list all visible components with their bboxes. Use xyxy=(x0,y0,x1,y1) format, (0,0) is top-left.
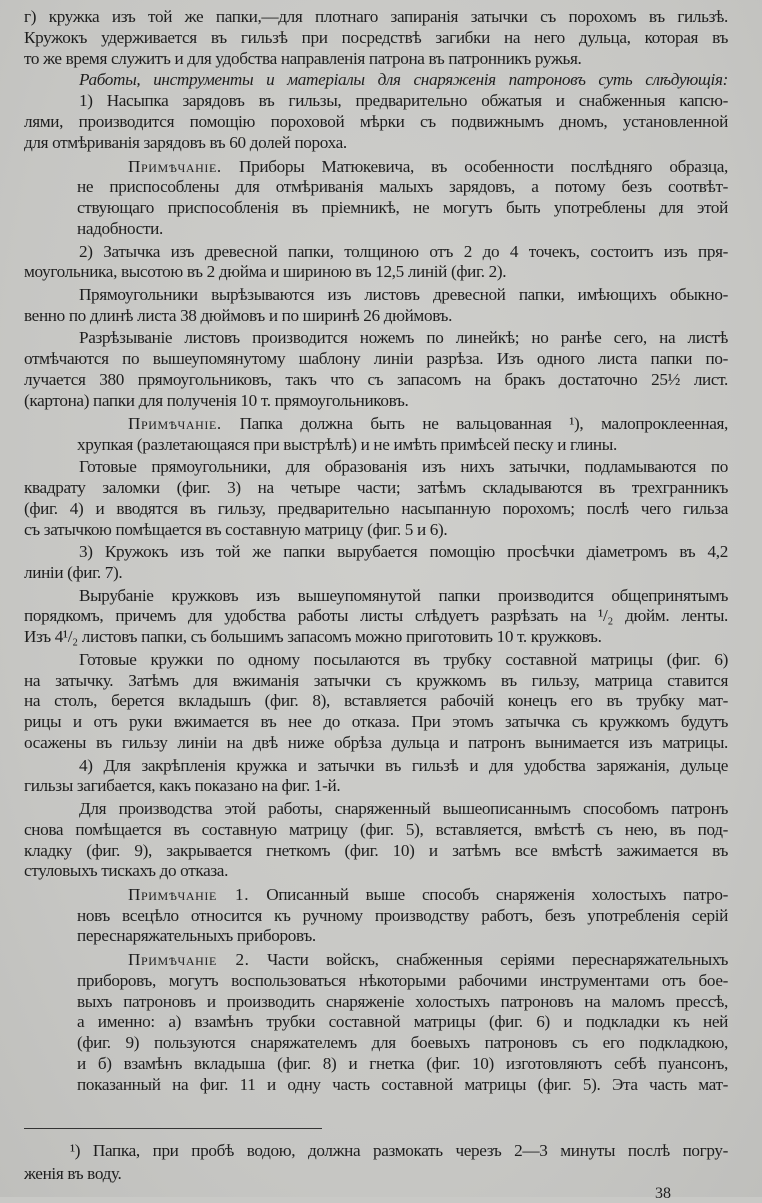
note-label: Примѣчаніе. xyxy=(128,157,222,176)
text-line: Вырубаніе кружковъ изъ вышеупомянутой папки производится общепринятымъ xyxy=(79,586,728,605)
note-line: выхъ патроновъ и производить снаряженіе холостыхъ патроновъ на маломъ прессѣ, xyxy=(77,992,728,1011)
note-label: Примѣчаніе. xyxy=(128,414,222,433)
text-line: 1) Насыпка зарядовъ въ гильзы, предварительно обжатыя и снабженныя капсю- xyxy=(79,91,728,110)
note-text: Части войскъ, снабженныя серіями переснаряжательныхъ xyxy=(249,950,729,969)
text-line: квадрату заломки (фиг. 3) на четыре части; затѣмъ складываются въ трехгранникъ xyxy=(24,478,728,497)
note-line: надобности. xyxy=(77,219,163,238)
text-line: отмѣчаются по вышеупомянутому шаблону линіи разрѣза. Изъ одного листа папки по- xyxy=(24,349,728,368)
text-line: стуловыхъ тискахъ до отказа. xyxy=(24,861,229,880)
text-line: лями, производится помощію пороховой мѣрки съ подвижнымъ дномъ, установленной xyxy=(24,112,728,131)
text-line: порядкомъ, причемъ для удобства работы листы слѣдуетъ разрѣзать на ¹/₂ дюйм. ленты. xyxy=(24,606,728,625)
page-number: 38 xyxy=(655,1185,671,1202)
note-line: не приспособлены для отмѣриванія малыхъ зарядовъ, а потому безъ соотвѣт- xyxy=(77,177,728,196)
text-line: 2) Затычка изъ древесной папки, толщиною отъ 2 до 4 точекъ, состоитъ изъ пря- xyxy=(79,242,728,261)
text-line: Разрѣзываніе листовъ производится ножемъ по линейкѣ; но ранѣе сего, на листѣ xyxy=(79,328,728,347)
note-line: хрупкая (разлетающаяся при выстрѣлѣ) и не имѣть примѣсей песку и глины. xyxy=(77,435,617,454)
note-line: приборовъ, могутъ воспользоваться нѣкоторыми рабочими инструментами отъ бое- xyxy=(77,971,728,990)
text-line: Готовые кружки по одному посылаются въ трубку составной матрицы (фиг. 6) xyxy=(79,650,728,669)
text-line: Готовые прямоугольники, для образованія изъ нихъ затычки, подламываются по xyxy=(79,457,728,476)
text-line: венно по длинѣ листа 38 дюймовъ и по ширинѣ 26 дюймовъ. xyxy=(24,306,453,325)
note-line xyxy=(128,884,728,906)
note-line xyxy=(128,949,728,971)
note-line: а именно: а) взамѣнъ трубки составной матрицы (фиг. 6) и подкладки къ ней xyxy=(77,1012,728,1031)
note-line: ствующаго приспособленія въ пріемникѣ, не могутъ быть употреблены для этой xyxy=(77,198,728,217)
text-line: г) кружка изъ той же папки,—для плотнаго запиранія затычки съ порохомъ въ гильзѣ. xyxy=(24,7,728,26)
note-text: Приборы Матюкевича, въ особенности послѣдняго образца, xyxy=(221,157,728,176)
text-line: лучается 380 прямоугольниковъ, такъ что съ запасомъ на бракъ достаточно 25½ лист. xyxy=(24,370,728,389)
text-line: кладку (фиг. 9), закрывается гнеткомъ (фиг. 10) и затѣмъ все вмѣстѣ зажимается въ xyxy=(24,841,728,860)
text-line: гильзы загибается, какъ показано на фиг. 1-й. xyxy=(24,776,341,795)
text-line: рицы и отъ руки вжимается въ нее до отказа. При этомъ затычка съ кружкомъ будутъ xyxy=(24,712,728,731)
text-line: (фиг. 4) и вводятся въ гильзу, предварительно насыпанную порохомъ; послѣ чего гильза xyxy=(24,499,728,518)
text-line: Для производства этой работы, снаряженный вышеописаннымъ способомъ патронъ xyxy=(79,799,728,818)
text-line: снова помѣщается въ составную матрицу (фиг. 5), вставляется, вмѣстѣ съ нею, въ под- xyxy=(24,820,728,839)
text-line: съ затычкою помѣщается въ составную матрицу (фиг. 5 и 6). xyxy=(24,520,448,539)
text-line: (картона) папки для полученія 10 т. прямоугольниковъ. xyxy=(24,391,409,410)
note-line: (фиг. 9) пользуются снаряжателемъ для боевыхъ патроновъ съ его подкладкою, xyxy=(77,1033,728,1052)
text-line: Кружокъ удерживается въ гильзѣ при посредствѣ загибки на него дульца, которая въ xyxy=(24,28,728,47)
text-line: для отмѣриванія зарядовъ въ 60 долей пороха. xyxy=(24,133,347,152)
text-line: 4) Для закрѣпленія кружка и затычки въ гильзѣ и для удобства заряжанія, дульце xyxy=(79,756,728,775)
text-line: моугольника, высотою въ 2 дюйма и шириною въ 12,5 линій (фиг. 2). xyxy=(24,262,507,281)
note-line: и б) взамѣнъ вкладыша (фиг. 8) и гнетка (фиг. 10) изготовляютъ себѣ пуансонъ, xyxy=(77,1054,728,1073)
text-line: осажены въ гильзу линіи на двѣ ниже обрѣза дульца и патронъ вынимается изъ матрицы. xyxy=(24,733,728,752)
footnote-line: ¹) Папка, при пробѣ водою, должна размокать черезъ 2—3 минуты послѣ погру- xyxy=(70,1141,728,1160)
note-label: Примѣчаніе 2. xyxy=(128,950,250,969)
text-line: 3) Кружокъ изъ той же папки вырубается помощію просѣчки діаметромъ въ 4,2 xyxy=(79,542,728,561)
note-line xyxy=(128,413,728,435)
text-line: на столъ, берется вкладышъ (фиг. 8), вставляется рабочій конецъ его въ трубку мат- xyxy=(24,691,728,710)
text-line: на затычку. Затѣмъ для вжиманія затычки съ кружкомъ въ гильзу, матрица ставится xyxy=(24,671,728,690)
note-line: показанный на фиг. 11 и одну часть составной матрицы (фиг. 5). Эта часть мат- xyxy=(77,1075,728,1094)
note-line: переснаряжательныхъ приборовъ. xyxy=(77,926,316,945)
text-line: Изъ 4¹/₂ листовъ папки, съ большимъ запасомъ можно приготовить 10 т. кружковъ. xyxy=(24,627,602,646)
note-text: Папка должна быть не вальцованная ¹), малопроклеенная, xyxy=(221,414,728,433)
note-line xyxy=(128,156,728,178)
section-heading: Работы, инструменты и матеріалы для снаряженія патроновъ суть слѣдующія: xyxy=(79,70,728,89)
text-line: Прямоугольники вырѣзываются изъ листовъ древесной папки, имѣющихъ обыкно- xyxy=(79,285,728,304)
footnote-line: женія въ воду. xyxy=(24,1164,122,1183)
footnote-divider xyxy=(24,1128,322,1129)
note-line: новъ всецѣло относится къ ручному производству работъ, безъ употребленія серій xyxy=(77,906,728,925)
note-text: Описанный выше способъ снаряженія холостыхъ патро- xyxy=(249,885,728,904)
text-line: то же время служитъ и для удобства направленія патрона въ патронникъ ружья. xyxy=(24,49,582,68)
note-label: Примѣчаніе 1. xyxy=(128,885,250,904)
text-line: линіи (фиг. 7). xyxy=(24,563,123,582)
